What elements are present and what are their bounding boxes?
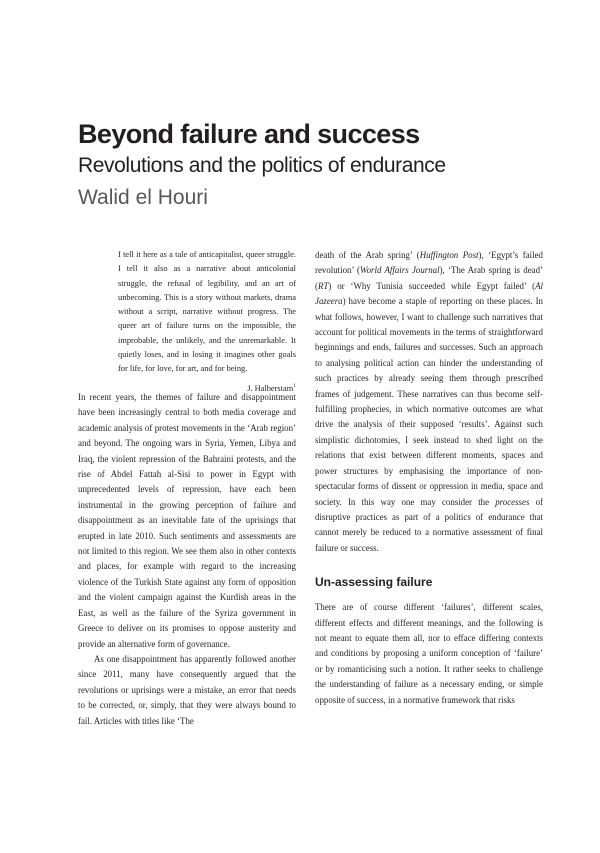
author-name: Walid el Houri — [78, 186, 208, 209]
text-run: of disruptive practices as part of a politics of endurance that cannot merely be reduced to a normative assessment of final failure or success. — [315, 496, 543, 553]
left-column — [78, 390, 296, 729]
text-run: death of the Arab spring’ ( — [315, 250, 420, 260]
text-run: ) have become a staple of reporting on these places. In what follows, however, I want to challenge such narratives that account for political movements in the terms of straightforward beginnings and ends, failures and successes. Such an approach to analysing political action can hinder the understanding of such practices by already seeing them through prescribed frames of judgement. These narratives can thus become self-fulfilling prophecies, in which normative outcomes are what drive the analysis of their supposed ‘results’. Against such simplistic dichotomies, I seek instead to shed light on the relations that exist between different moments, spaces and power structures by emphasising the importance of non-spectacular forms of dissent or oppression in media, space and society. In this way one may consider the — [315, 296, 543, 507]
source-rt: RT — [317, 280, 329, 291]
right-column — [315, 248, 543, 708]
epigraph-text: I tell it here as a tale of anticapitalist, queer struggle. I tell it also as a narrative about anticolonial struggle, the refusal of legibility, and an art of unbecoming. This is a story without markets, drama without a script, narrative without progress. The queer art of failure turns on the impossible, the improbable, the unlikely, and the unremarkable. It quietly loses, and in losing it imagines other goals for life, for love, for art, and for being. — [118, 250, 296, 374]
section-heading: Un-assessing failure — [315, 575, 433, 590]
chapter-title: Beyond failure and success — [78, 119, 420, 149]
body-paragraph-3 — [315, 248, 543, 556]
text-run: ), ‘The Arab spring is dead’ ( — [315, 265, 543, 291]
attribution-name: J. Halberstam — [247, 383, 294, 393]
source-huffington-post: Huffington Post — [419, 250, 479, 260]
footnote-marker: 1 — [293, 382, 296, 389]
text-run: ), ‘Egypt’s failed revolution’ ( — [315, 250, 543, 276]
chapter-subtitle: Revolutions and the politics of endurance — [78, 154, 446, 177]
text-run: ) or ‘Why Tunisia succeeded while Egypt failed’ ( — [328, 280, 536, 291]
source-world-affairs-journal: World Affairs Journal — [360, 265, 440, 276]
emphasis-processes: processes — [495, 496, 530, 507]
epigraph — [118, 248, 296, 396]
source-al-jazeera: Al Jazeera — [315, 280, 543, 307]
body-paragraph-2: As one disappointment has apparently followed another since 2011, many have consequently argued that the revolutions or uprisings were a mistake, an error that needs to be corrected, or, simply, that they were always bound to fail. Articles with titles like ‘The — [78, 653, 296, 726]
body-paragraph-4: There are of course different ‘failures’, different scales, different effects and different meanings, and the following is not meant to equate them all, nor to efface differing contexts and conditions by proposing a uniform conception of ‘failure’ or by romanticising such a notion. It rather seeks to challenge the understanding of failure as a necessary ending, or simple opposite of success, in a normative framework that risks — [315, 602, 543, 705]
body-paragraph-1: In recent years, the themes of failure and disappointment have been increasingly central to both media coverage and academic analysis of protest movements in the ‘Arab region’ and beyond. The ongoing wars in Syria, Yemen, Libya and Iraq, the violent repression of the Bahraini protests, and the rise of Abdel Fattah al-Sisi to power in Egypt with unprecedented levels of repression, have each been instrumental in the growing perception of failure and disappointment as an inevitable fate of the uprisings that erupted in late 2010. Such sentiments and assessments are not limited to this region. We see them also in other contexts and places, for example with regard to the increasing violence of the Turkish State against any form of opposition and the violent campaign against the Kurdish areas in the East, as well as the failure of the Syriza government in Greece to deliver on its promises to oppose austerity and provide an alternative form of governance. — [78, 392, 296, 649]
